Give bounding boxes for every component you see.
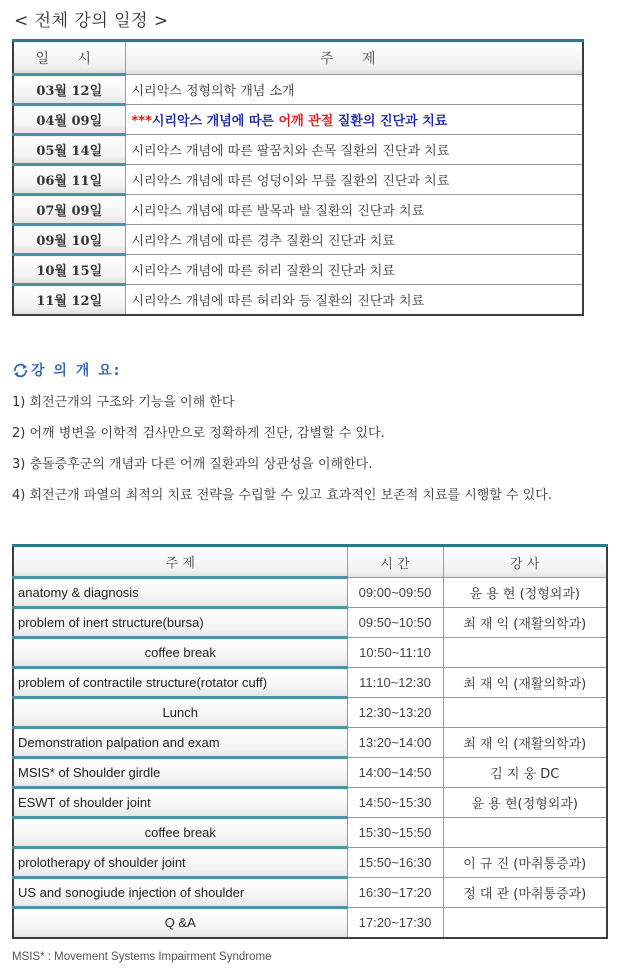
- program-topic: coffee break: [13, 818, 347, 848]
- schedule-header-row: [13, 41, 583, 75]
- program-speaker: 윤 용 현(정형외과): [443, 788, 607, 818]
- program-time: 16:30~17:20: [347, 878, 443, 908]
- program-row: [13, 818, 607, 848]
- header-speaker: 강 사: [443, 546, 607, 578]
- program-time: 09:50~10:50: [347, 608, 443, 638]
- schedule-date: 09월 10일: [13, 225, 125, 255]
- lecture-schedule-table: [12, 39, 584, 316]
- topic-text: 질환의 진단과 치료: [333, 114, 448, 129]
- stars-marker: ***: [131, 114, 152, 129]
- schedule-topic: 시리악스 개념에 따른 허리 질환의 진단과 치료: [125, 255, 583, 285]
- program-time: 11:10~12:30: [347, 668, 443, 698]
- schedule-date: 05월 14일: [13, 135, 125, 165]
- header-date: 일 시: [13, 41, 125, 75]
- schedule-row: [13, 225, 583, 255]
- overview-item: 2) 어깨 병변을 이학적 검사만으로 정확하게 진단, 감별할 수 있다.: [12, 426, 385, 441]
- program-speaker: [443, 638, 607, 668]
- program-time: 14:00~14:50: [347, 758, 443, 788]
- program-row: [13, 578, 607, 608]
- program-time: 12:30~13:20: [347, 698, 443, 728]
- program-speaker: 최 재 익 (재활의학과): [443, 608, 607, 638]
- program-topic: problem of contractile structure(rotator cuff): [13, 668, 347, 698]
- schedule-date: 06월 11일: [13, 165, 125, 195]
- program-time: 09:00~09:50: [347, 578, 443, 608]
- program-speaker: 최 재 익 (재활의학과): [443, 668, 607, 698]
- program-speaker: 윤 용 현 (정형외과): [443, 578, 607, 608]
- program-row: [13, 728, 607, 758]
- program-speaker: [443, 818, 607, 848]
- program-topic: Lunch: [13, 698, 347, 728]
- schedule-date: 07월 09일: [13, 195, 125, 225]
- program-table: [12, 544, 608, 939]
- header-time: 시 간: [347, 546, 443, 578]
- program-row: [13, 668, 607, 698]
- program-speaker: 최 재 익 (재활의학과): [443, 728, 607, 758]
- overview-heading: [12, 360, 121, 380]
- program-speaker: 김 지 웅 DC: [443, 758, 607, 788]
- schedule-topic: 시리악스 개념에 따른 엉덩이와 무릎 질환의 진단과 치료: [125, 165, 583, 195]
- overview-item: 3) 충돌증후군의 개념과 다른 어깨 질환과의 상관성을 이해한다.: [12, 457, 373, 472]
- schedule-topic: 시리악스 개념에 따른 발목과 발 질환의 진단과 치료: [125, 195, 583, 225]
- program-row: [13, 758, 607, 788]
- refresh-icon: [12, 362, 29, 379]
- schedule-row: [13, 285, 583, 315]
- program-speaker: 정 대 관 (마취통증과): [443, 878, 607, 908]
- program-topic: Q &A: [13, 908, 347, 938]
- program-speaker: 이 규 진 (마취통증과): [443, 848, 607, 878]
- overview-item: 4) 회전근개 파열의 최적의 치료 전략을 수립할 수 있고 효과적인 보존적 치료를 시행할 수 있다.: [12, 488, 552, 503]
- program-row: [13, 878, 607, 908]
- overview-item: 1) 회전근개의 구조와 기능을 이해 한다: [12, 395, 235, 410]
- program-topic: prolotherapy of shoulder joint: [13, 848, 347, 878]
- program-topic: ESWT of shoulder joint: [13, 788, 347, 818]
- header-topic: 주 제: [125, 41, 583, 75]
- program-speaker: [443, 908, 607, 938]
- footnote: MSIS* : Movement Systems Impairment Syndrome: [12, 951, 272, 963]
- program-topic: MSIS* of Shoulder girdle: [13, 758, 347, 788]
- schedule-date: 11월 12일: [13, 285, 125, 315]
- program-row: [13, 698, 607, 728]
- overview-title: 강 의 개 요:: [31, 363, 122, 379]
- schedule-topic-highlight: [125, 105, 583, 135]
- schedule-row: [13, 195, 583, 225]
- schedule-date: 04월 09일: [13, 105, 125, 135]
- schedule-topic: 시리악스 정형의학 개념 소개: [125, 75, 583, 105]
- program-time: 10:50~11:10: [347, 638, 443, 668]
- program-row: [13, 788, 607, 818]
- header-topic: 주 제: [13, 546, 347, 578]
- schedule-row-highlight: [13, 105, 583, 135]
- program-row: [13, 608, 607, 638]
- schedule-row: [13, 255, 583, 285]
- schedule-row: [13, 165, 583, 195]
- program-row: [13, 848, 607, 878]
- program-row: [13, 638, 607, 668]
- program-topic: Demonstration palpation and exam: [13, 728, 347, 758]
- schedule-date: 03월 12일: [13, 75, 125, 105]
- program-topic: problem of inert structure(bursa): [13, 608, 347, 638]
- schedule-topic: 시리악스 개념에 따른 팔꿈치와 손목 질환의 진단과 치료: [125, 135, 583, 165]
- program-header-row: [13, 546, 607, 578]
- program-time: 17:20~17:30: [347, 908, 443, 938]
- topic-emphasis: 어깨 관절: [278, 114, 334, 129]
- program-time: 14:50~15:30: [347, 788, 443, 818]
- program-time: 15:30~15:50: [347, 818, 443, 848]
- topic-text: 시리악스 개념에 따른: [151, 114, 279, 129]
- program-time: 13:20~14:00: [347, 728, 443, 758]
- schedule-date: 10월 15일: [13, 255, 125, 285]
- program-topic: coffee break: [13, 638, 347, 668]
- program-row: [13, 908, 607, 938]
- program-topic: US and sonogiude injection of shoulder: [13, 878, 347, 908]
- program-topic: anatomy & diagnosis: [13, 578, 347, 608]
- page-title: < 전체 강의 일정 >: [14, 11, 169, 31]
- program-speaker: [443, 698, 607, 728]
- schedule-topic: 시리악스 개념에 따른 허리와 등 질환의 진단과 치료: [125, 285, 583, 315]
- schedule-topic: 시리악스 개념에 따른 경추 질환의 진단과 치료: [125, 225, 583, 255]
- schedule-row: [13, 135, 583, 165]
- schedule-row: [13, 75, 583, 105]
- program-time: 15:50~16:30: [347, 848, 443, 878]
